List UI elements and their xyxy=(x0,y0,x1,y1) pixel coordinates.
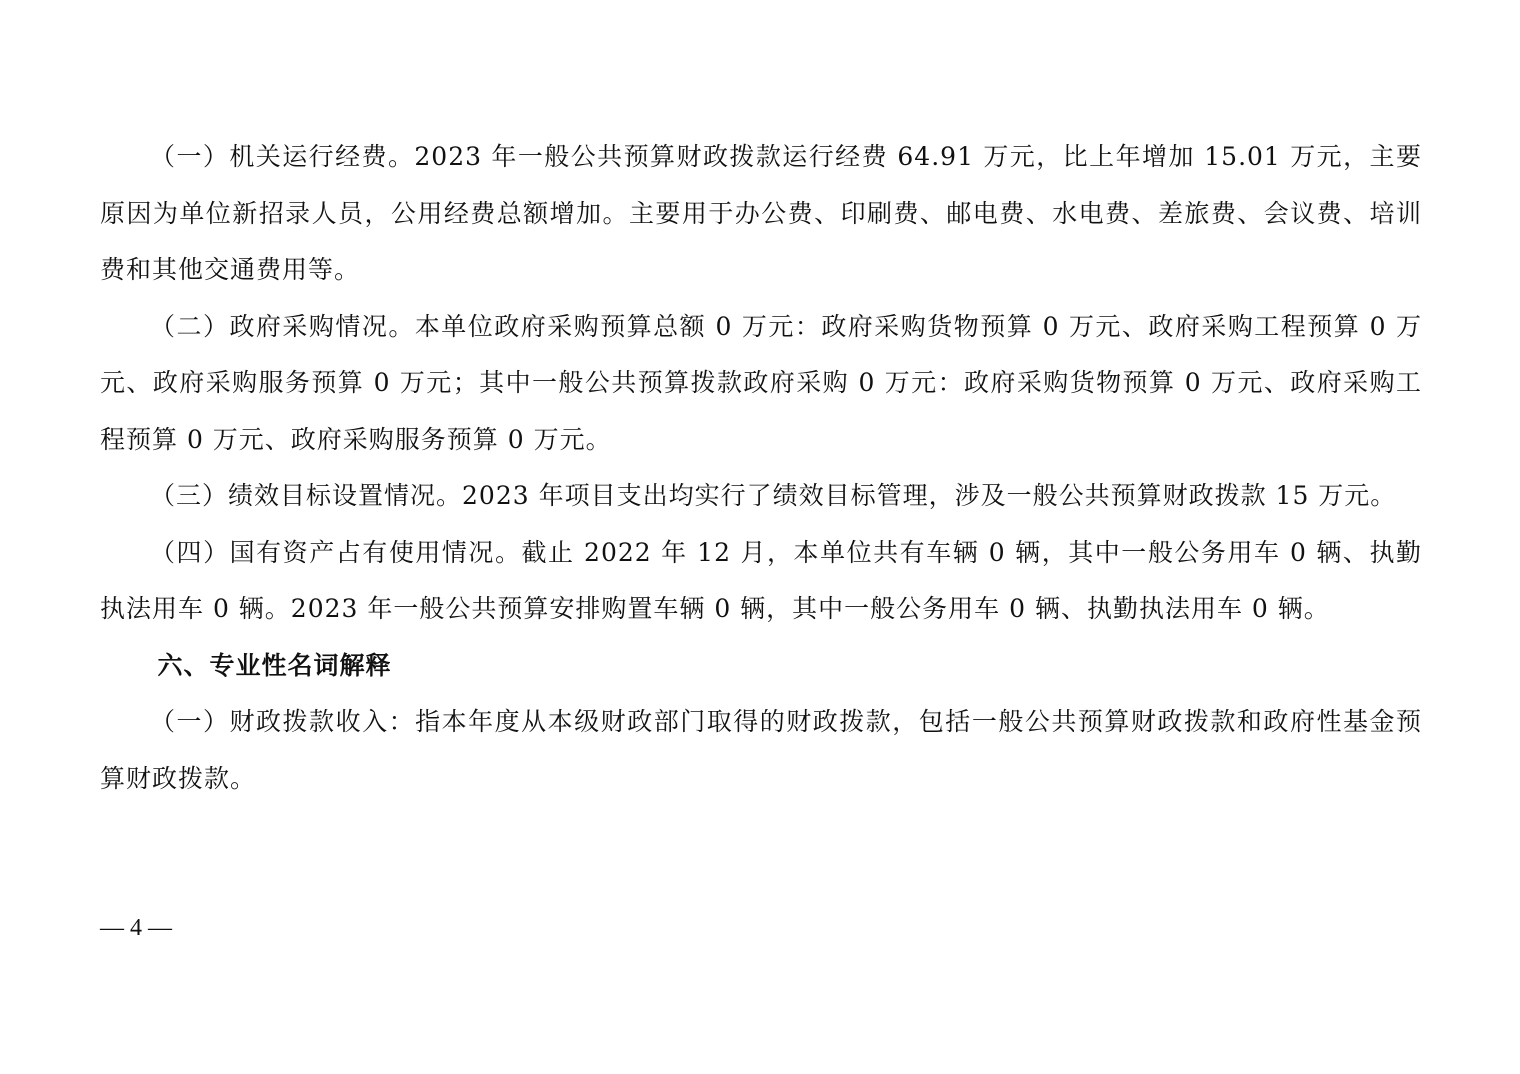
paragraph-label: （一）机关运行经费。 xyxy=(150,142,415,171)
paragraph-label: （三）绩效目标设置情况。 xyxy=(150,481,463,510)
paragraph-text: 指本年度从本级财政部门取得的财政拨款，包括一般公共预算财政拨款和政府性基金预算财政拨款。 xyxy=(100,707,1422,793)
paragraph-state-assets xyxy=(100,525,1422,638)
paragraph-text: 截止 2022 年 12 月，本单位共有车辆 0 辆，其中一般公务用车 0 辆、执勤执法用车 0 辆。2023 年一般公共预算安排购置车辆 0 辆，其中一般公务用车 0 辆、执勤执法用车 0 辆。 xyxy=(100,537,1422,623)
page-number: — 4 — xyxy=(100,915,172,941)
paragraph-label: （四）国有资产占有使用情况。 xyxy=(150,537,522,567)
section-heading: 六、专业性名词解释 xyxy=(157,650,392,680)
paragraph-text: 本单位政府采购预算总额 0 万元：政府采购货物预算 0 万元、政府采购工程预算 0 万元、政府采购服务预算 0 万元；其中一般公共预算拨款政府采购 0 万元：政府采购货物预算 0 万元、政府采购工程预算 0 万元、政府采购服务预算 0 万元。 xyxy=(100,311,1422,454)
paragraph-label: （一）财政拨款收入： xyxy=(150,707,416,736)
paragraph-label: （二）政府采购情况。 xyxy=(150,311,415,341)
paragraph-fiscal-appropriation-income xyxy=(100,694,1422,807)
paragraph-government-procurement xyxy=(100,299,1422,469)
paragraph-text: 2023 年项目支出均实行了绩效目标管理，涉及一般公共预算财政拨款 15 万元。 xyxy=(462,481,1397,510)
paragraph-text: 2023 年一般公共预算财政拨款运行经费 64.91 万元，比上年增加 15.01 万元，主要原因为单位新招录人员，公用经费总额增加。主要用于办公费、印刷费、邮电费、水电费、差旅费、会议费、培训费和其他交通费用等。 xyxy=(100,142,1422,284)
paragraph-operating-expenses xyxy=(100,129,1422,299)
document-body xyxy=(100,129,1422,807)
paragraph-performance-targets xyxy=(100,468,1422,525)
